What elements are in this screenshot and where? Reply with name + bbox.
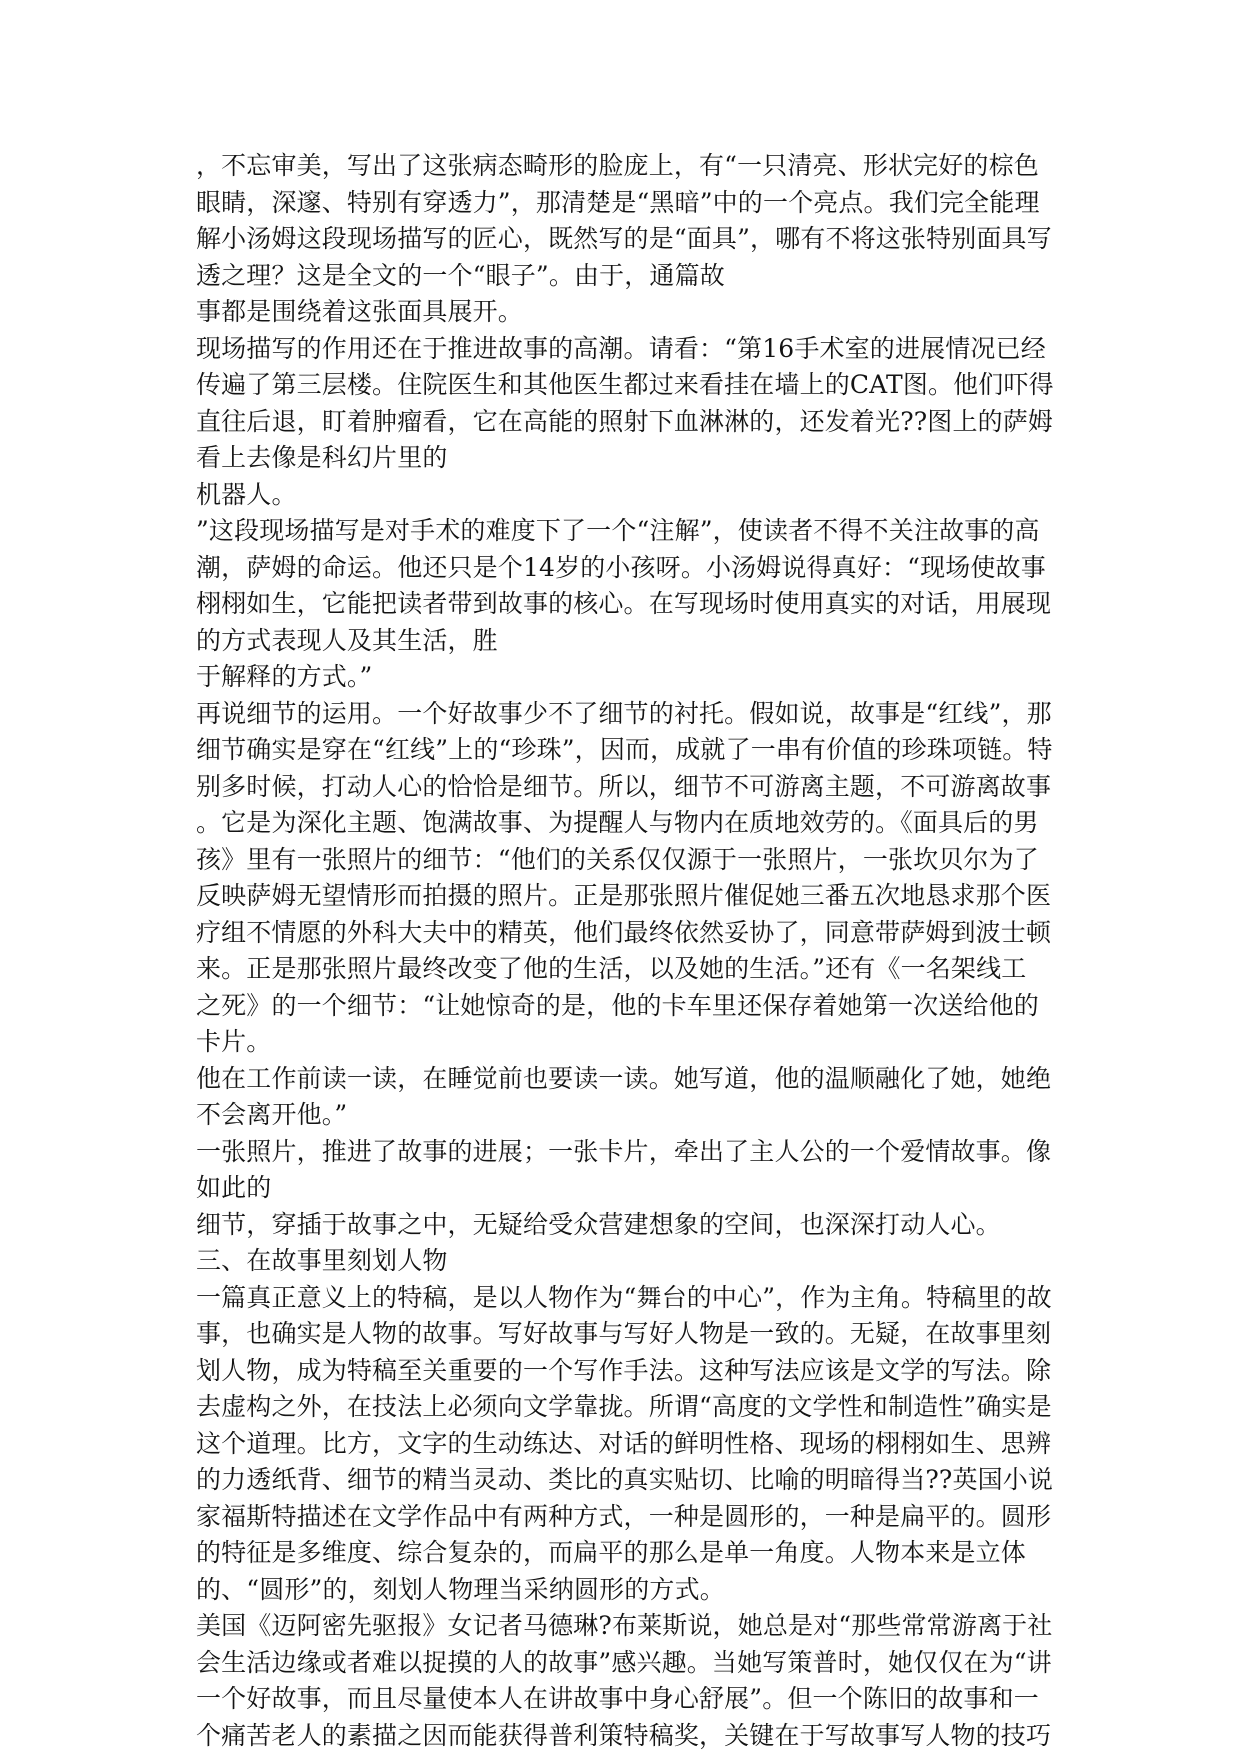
text-line: 孩》里有一张照片的细节：“他们的关系仅仅源于一张照片，一张坎贝尔为了	[196, 844, 1039, 874]
text-line: 如此的	[196, 1173, 272, 1202]
text-line: 反映萨姆无望情形而拍摄的照片。正是那张照片催促她三番五次地恳求那个医	[196, 881, 1052, 910]
text-line: 现场描写的作用还在于推进故事的高潮。请看：“第16手术室的进展情况已经	[196, 333, 1046, 363]
text-line: 家福斯特描述在文学作品中有两种方式，一种是圆形的，一种是扁平的。圆形	[196, 1501, 1052, 1531]
text-line: 栩栩如生，它能把读者带到故事的核心。在写现场时使用真实的对话，用展现	[196, 589, 1052, 618]
text-line: 传遍了第三层楼。住院医生和其他医生都过来看挂在墙上的CAT图。他们吓得	[196, 370, 1054, 399]
text-line: 去虚构之外，在技法上必须向文学靠拢。所谓“高度的文学性和制造性”确实是	[196, 1392, 1052, 1421]
text-line: 。它是为深化主题、饱满故事、为提醒人与物内在质地效劳的。《面具后的男	[196, 808, 1039, 837]
text-line: 卡片。	[196, 1027, 272, 1056]
text-line: 一张照片，推进了故事的进展；一张卡片，牵出了主人公的一个爱情故事。像	[196, 1136, 1052, 1166]
text-line: 机器人。	[196, 479, 297, 509]
text-line: ”这段现场描写是对手术的难度下了一个“注解”，使读者不得不关注故事的高	[196, 516, 1040, 545]
text-line: 再说细节的运用。一个好故事少不了细节的衬托。假如说，故事是“红线”，那	[196, 698, 1052, 728]
text-line: 疗组不情愿的外科大夫中的精英，他们最终依然妥协了，同意带萨姆到波士顿	[196, 917, 1052, 947]
text-line: 这个道理。比方，文字的生动练达、对话的鲜明性格、现场的栩栩如生、思辨	[196, 1428, 1052, 1458]
text-line: 他在工作前读一读，在睡觉前也要读一读。她写道，他的温顺融化了她，她绝	[196, 1063, 1052, 1093]
text-line: 直往后退，盯着肿瘤看，它在高能的照射下血淋淋的，还发着光??图上的萨姆	[196, 406, 1054, 436]
text-line: 的力透纸背、细节的精当灵动、类比的真实贴切、比喻的明暗得当??英国小说	[196, 1465, 1054, 1494]
text-line: 美国《迈阿密先驱报》女记者马德琳?布莱斯说，她总是对“那些常常游离于社	[196, 1611, 1053, 1640]
text-line: 细节，穿插于故事之中，无疑给受众营建想象的空间，也深深打动人心。	[196, 1209, 1001, 1239]
text-line: 之死》的一个细节：“让她惊奇的是，他的卡车里还保存着她第一次送给他的	[196, 990, 1039, 1020]
text-line: 个痛苦老人的素描之因而能获得普利策特稿奖，关键在于写故事写人物的技巧	[196, 1720, 1052, 1750]
text-line: 事都是围绕着这张面具展开。	[196, 297, 523, 326]
text-line: 潮，萨姆的命运。他还只是个14岁的小孩呀。小汤姆说得真好：“现场使故事	[196, 552, 1046, 582]
text-line: 的方式表现人及其生活，胜	[196, 625, 498, 655]
text-line: 事，也确实是人物的故事。写好故事与写好人物是一致的。无疑，在故事里刻	[196, 1319, 1052, 1348]
text-line: 别多时候，打动人心的恰恰是细节。所以，细节不可游离主题，不可游离故事	[196, 771, 1052, 801]
text-line: 于解释的方式。”	[196, 662, 373, 691]
text-line: 来。正是那张照片最终改变了他的生活，以及她的生活。”还有《一名架线工	[196, 954, 1027, 983]
text-line: 会生活边缘或者难以捉摸的人的故事”感兴趣。当她写策普时，她仅仅在为“讲	[196, 1647, 1052, 1677]
text-line: 的特征是多维度、综合复杂的，而扁平的那么是单一角度。人物本来是立体	[196, 1538, 1026, 1567]
text-line: 一篇真正意义上的特稿，是以人物作为“舞台的中心”，作为主角。特稿里的故	[196, 1282, 1052, 1312]
text-line: 的、“圆形”的，刻划人物理当采纳圆形的方式。	[196, 1574, 725, 1604]
text-line: 看上去像是科幻片里的	[196, 443, 448, 472]
text-line: 不会离开他。”	[196, 1100, 348, 1129]
text-line: 细节确实是穿在“红线”上的“珍珠”，因而，成就了一串有价值的珍珠项链。特	[196, 735, 1053, 764]
text-line: 解小汤姆这段现场描写的匠心，既然写的是“面具”，哪有不将这张特别面具写	[196, 224, 1052, 253]
text-line: 透之理？这是全文的一个“眼子”。由于，通篇故	[196, 260, 725, 290]
text-line: 一个好故事，而且尽量使本人在讲故事中身心舒展”。但一个陈旧的故事和一	[196, 1684, 1039, 1713]
text-line: ，不忘审美，写出了这张病态畸形的脸庞上，有“一只清亮、形状完好的棕色	[196, 151, 1039, 180]
document-page	[196, 148, 1056, 1754]
text-line: 眼睛，深邃、特别有穿透力”，那清楚是“黑暗”中的一个亮点。我们完全能理	[196, 187, 1040, 217]
text-line: 划人物，成为特稿至关重要的一个写作手法。这种写法应该是文学的写法。除	[196, 1355, 1052, 1385]
section-heading: 三、在故事里刻划人物	[196, 1246, 448, 1275]
